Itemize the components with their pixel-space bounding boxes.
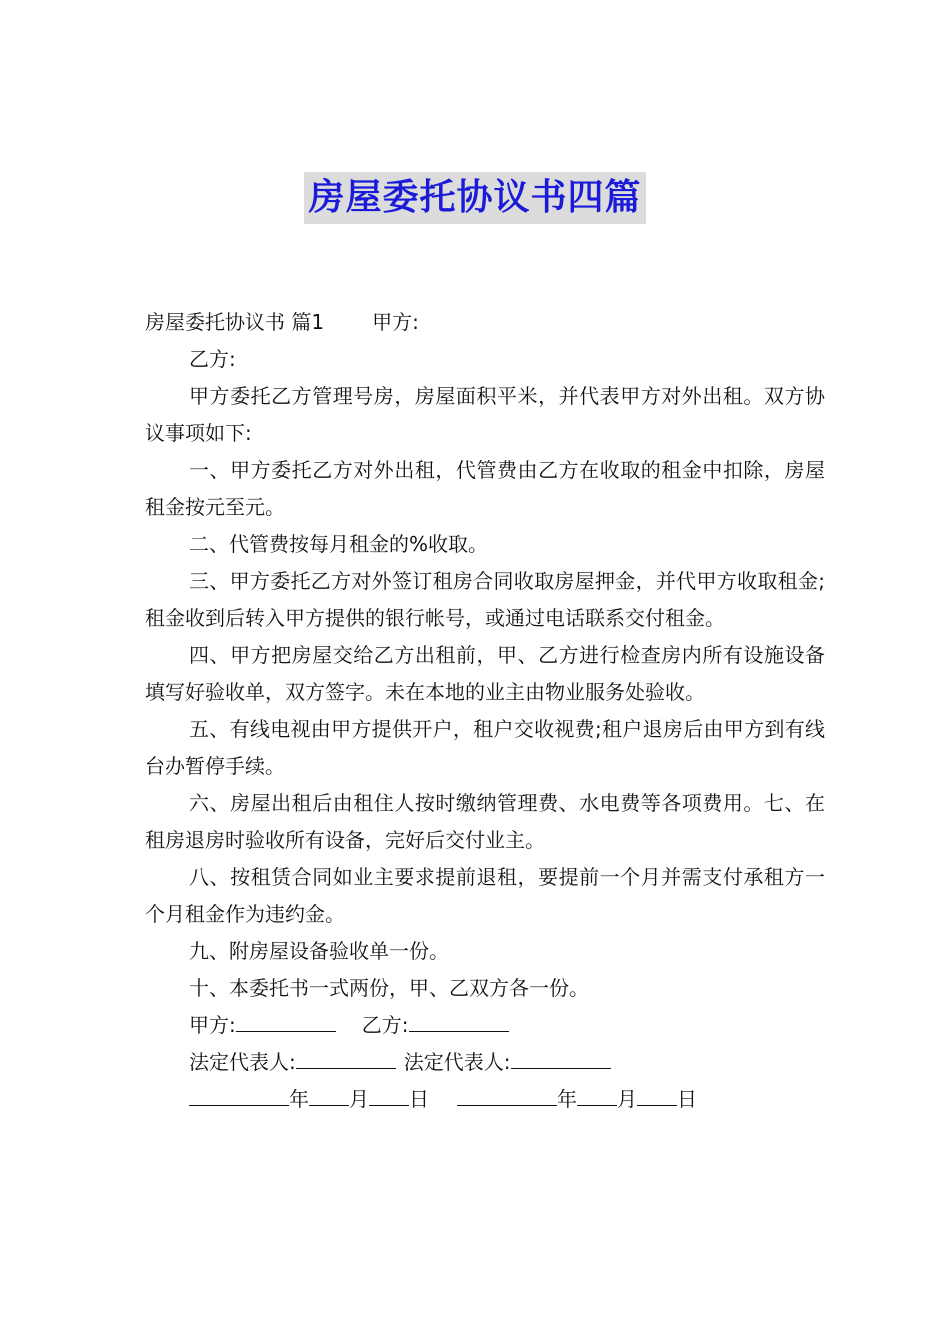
- sig-rep-a-label: 法定代表人:: [189, 1050, 296, 1074]
- paragraph: 九、附房屋设备验收单一份。: [189, 939, 449, 963]
- paragraph: 乙方:: [189, 347, 236, 371]
- paragraph: 二、代管费按每月租金的%收取。: [189, 532, 489, 556]
- sig-rep-b-blank: [511, 1044, 611, 1069]
- date-b-month: 月: [617, 1087, 637, 1111]
- date-a-day-blank: [369, 1081, 409, 1106]
- signature-parties-row: [145, 1007, 825, 1044]
- date-b-year-blank: [457, 1081, 557, 1106]
- date-a-month-blank: [309, 1081, 349, 1106]
- sig-party-b-label: 乙方:: [361, 1013, 409, 1037]
- paragraph: 十、本委托书一式两份，甲、乙双方各一份。: [189, 976, 589, 1000]
- document-title: 房屋委托协议书四篇: [304, 172, 645, 224]
- title-wrap: [0, 172, 950, 224]
- date-a-year-blank: [189, 1081, 289, 1106]
- signature-date-row: [145, 1081, 825, 1118]
- header-line: [145, 304, 825, 341]
- date-b-day: 日: [677, 1087, 697, 1111]
- paragraph: 五、有线电视由甲方提供开户，租户交收视费;租户退房后由甲方到有线台办暂停手续。: [145, 717, 825, 778]
- paragraph: 八、按租赁合同如业主要求提前退租，要提前一个月并需支付承租方一个月租金作为违约金。: [145, 865, 825, 926]
- sig-rep-a-blank: [296, 1044, 396, 1069]
- party-a-label: 甲方:: [372, 310, 419, 334]
- sig-party-a-label: 甲方:: [189, 1013, 236, 1037]
- paragraph: 四、甲方把房屋交给乙方出租前，甲、乙方进行检查房内所有设施设备填写好验收单，双方签字。未在本地的业主由物业服务处验收。: [145, 643, 825, 704]
- date-a-year: 年: [289, 1087, 309, 1111]
- sig-party-a-blank: [236, 1007, 336, 1032]
- signature-rep-row: [145, 1044, 825, 1081]
- date-b-month-blank: [577, 1081, 617, 1106]
- document-body: [145, 304, 825, 1118]
- date-b-day-blank: [637, 1081, 677, 1106]
- doc-name: 房屋委托协议书 篇1: [145, 310, 325, 334]
- paragraph: 三、甲方委托乙方对外签订租房合同收取房屋押金，并代甲方收取租金;租金收到后转入甲方提供的银行帐号，或通过电话联系交付租金。: [145, 569, 825, 630]
- date-b-year: 年: [557, 1087, 577, 1111]
- sig-party-b-blank: [409, 1007, 509, 1032]
- paragraph: 一、甲方委托乙方对外出租，代管费由乙方在收取的租金中扣除，房屋租金按元至元。: [145, 458, 825, 519]
- sig-rep-b-label: 法定代表人:: [403, 1050, 511, 1074]
- date-a-month: 月: [349, 1087, 369, 1111]
- paragraph: 甲方委托乙方管理号房，房屋面积平米，并代表甲方对外出租。双方协议事项如下:: [145, 384, 825, 445]
- date-a-day: 日: [409, 1087, 429, 1111]
- paragraph: 六、房屋出租后由租住人按时缴纳管理费、水电费等各项费用。七、在租房退房时验收所有设备，完好后交付业主。: [145, 791, 825, 852]
